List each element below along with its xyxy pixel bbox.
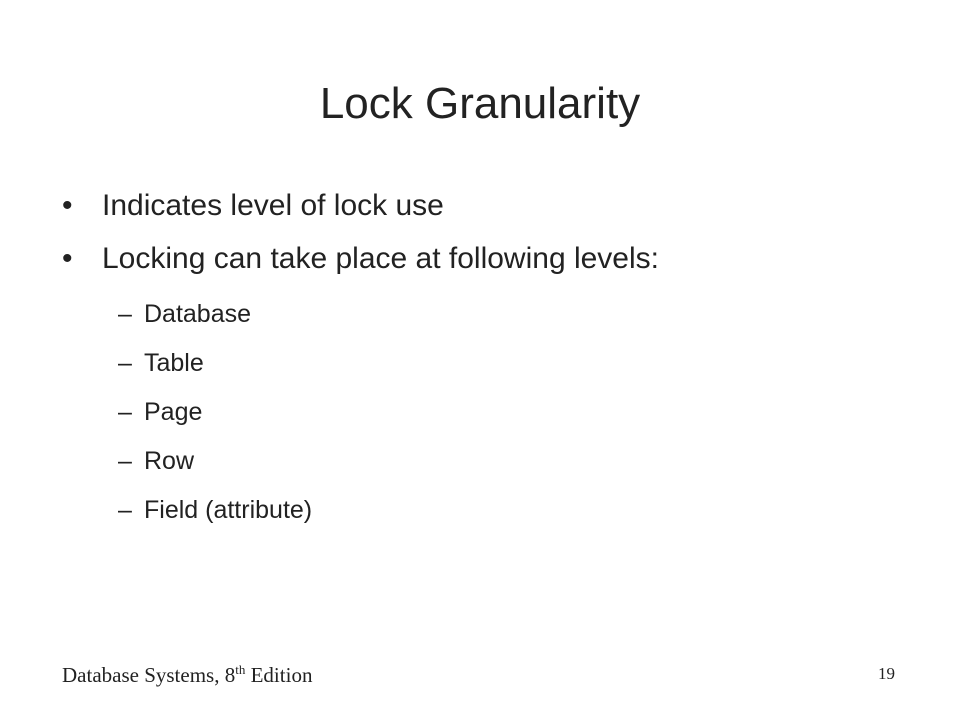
page-number: 19	[878, 664, 895, 683]
sub-bullet-list	[62, 292, 922, 537]
sub-bullet-item	[62, 341, 922, 390]
sub-bullet-item	[62, 439, 922, 488]
bullet-marker: •	[62, 189, 73, 222]
sub-bullet-item	[62, 292, 922, 341]
sub-bullet-text: Row	[144, 447, 195, 475]
bullet-marker: •	[62, 242, 73, 275]
bullet-text: Locking can take place at following levels:	[102, 242, 659, 275]
slide-title: Lock Granularity	[319, 79, 641, 128]
sub-bullet-dash: –	[118, 398, 132, 426]
sub-bullet-item	[62, 390, 922, 439]
sub-bullet-item	[62, 488, 922, 537]
sub-bullet-text: Table	[144, 349, 204, 377]
bullet-list	[62, 182, 922, 537]
footer-superscript: th	[235, 662, 246, 677]
sub-bullet-dash: –	[118, 447, 132, 475]
footer-prefix: Database Systems, 8	[62, 663, 236, 687]
sub-bullet-dash: –	[118, 496, 132, 524]
bullet-text: Indicates level of lock use	[102, 189, 444, 222]
sub-bullet-dash: –	[118, 349, 132, 377]
bullet-item	[62, 235, 922, 288]
sub-bullet-text: Field (attribute)	[144, 496, 313, 524]
sub-bullet-text: Database	[144, 300, 252, 328]
footer-suffix: Edition	[245, 663, 313, 687]
sub-bullet-text: Page	[144, 398, 203, 426]
footer-book-title	[62, 660, 312, 690]
sub-bullet-dash: –	[118, 300, 132, 328]
bullet-item	[62, 182, 922, 235]
